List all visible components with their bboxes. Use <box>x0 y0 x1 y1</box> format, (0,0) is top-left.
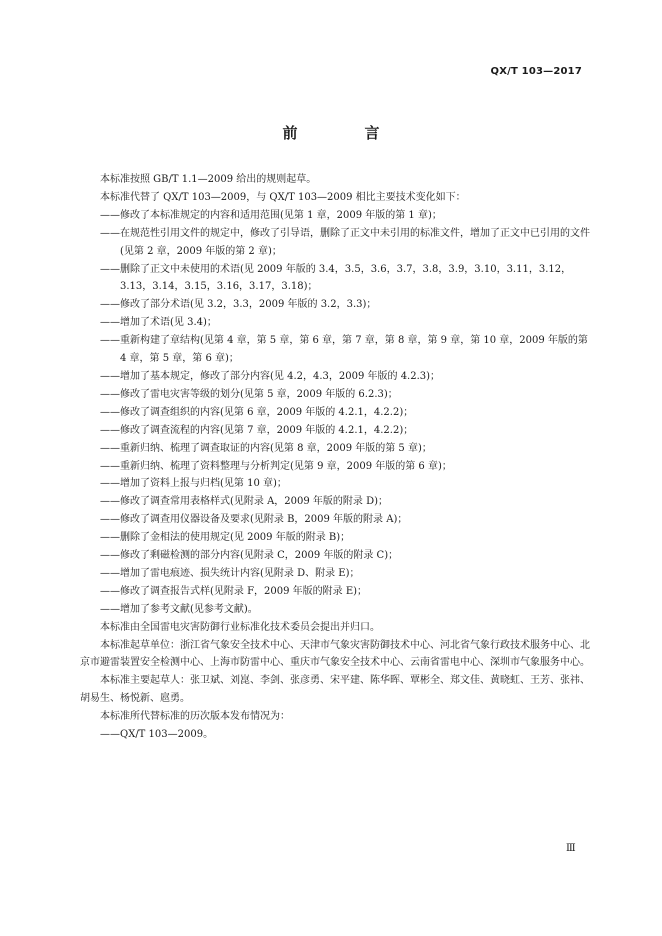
list-item: ——增加了基本规定，修改了部分内容(见 4.2，4.3，2009 年版的 4.2.3)； <box>100 370 441 382</box>
list-item: ——修改了调查组织的内容(见第 6 章，2009 年版的 4.2.1，4.2.2)； <box>100 406 414 418</box>
standard-code: QX/T 103—2017 <box>490 66 582 77</box>
list-item: ——增加了术语(见 3.4)； <box>100 317 217 329</box>
paragraph: 本标准按照 GB/T 1.1—2009 给出的规则起草。 <box>100 174 317 185</box>
list-item: ——修改了本标准规定的内容和适用范围(见第 1 章，2009 年版的第 1 章)； <box>100 209 442 221</box>
list-item: ——重新归纳、梳理了资料整理与分析判定(见第 9 章，2009 年版的第 6 章)； <box>100 460 452 472</box>
list-item: ——修改了部分术语(见 3.2，3.3，2009 年版的 3.2，3.3)； <box>100 299 377 311</box>
list-item: ——重新归纳、梳理了调查取证的内容(见第 8 章，2009 年版的第 5 章)； <box>100 442 432 454</box>
paragraph: 本标准起草单位：浙江省气象安全技术中心、天津市气象灾害防御技术中心、河北省气象行政技术服务中心、北京市避雷装置安全检测中心、上海市防雷中心、重庆市气象安全技术中心、云南省雷电中心、深圳市气象服务中心。 <box>80 639 590 669</box>
history-list <box>80 726 590 744</box>
list-item: ——修改了调查用仪器设备及要求(见附录 B，2009 年版的附录 A)； <box>100 514 408 526</box>
list-item: ——增加了雷电痕迹、损失统计内容(见附录 D、附录 E)； <box>100 567 360 579</box>
paragraph: 本标准主要起草人：张卫斌、刘崑、李剑、张彦勇、宋平建、陈华晖、覃彬全、郑文佳、黄晓虹、王芳、张祎、胡易生、杨悦新、扈勇。 <box>80 675 590 705</box>
list-item: ——在规范性引用文件的规定中，修改了引导语，删除了正文中未引用的标准文件，增加了正文中已引用的文件(见第 2 章，2009 年版的第 2 章)； <box>100 227 590 257</box>
list-item: ——增加了资料上报与归档(见第 10 章)； <box>100 478 287 490</box>
list-item: ——修改了调查报告式样(见附录 F，2009 年版的附录 E)； <box>100 585 368 597</box>
intro-section <box>80 171 590 207</box>
changes-list <box>80 207 590 619</box>
list-item: ——修改了剩磁检测的部分内容(见附录 C，2009 年版的附录 C)； <box>100 550 399 562</box>
list-item: ——重新构建了章结构(见第 4 章，第 5 章，第 6 章，第 7 章，第 8 章，第 9 章，第 10 章，2009 年版的第 4 章，第 5 章，第 6 章)； <box>100 335 588 365</box>
paragraph: 本标准所代替标准的历次版本发布情况为： <box>100 711 290 723</box>
document-body <box>80 171 590 744</box>
page-title: 前 言 <box>282 124 406 142</box>
paragraph: 本标准代替了 QX/T 103—2009，与 QX/T 103—2009 相比主要技术变化如下： <box>100 191 466 203</box>
list-item: ——删除了金相法的使用规定(见 2009 年版的附录 B)； <box>100 532 351 544</box>
page-number: Ⅲ <box>566 843 576 854</box>
list-item: ——修改了雷电灾害等级的划分(见第 5 章，2009 年版的 6.2.3)； <box>100 388 398 400</box>
closing-section <box>80 619 590 726</box>
list-item: ——修改了调查流程的内容(见第 7 章，2009 年版的 4.2.1，4.2.2)； <box>100 424 414 436</box>
list-item: ——QX/T 103—2009。 <box>100 729 214 741</box>
list-item: ——增加了参考文献(见参考文献)。 <box>100 603 258 615</box>
list-item: ——删除了正文中未使用的术语(见 2009 年版的 3.4，3.5，3.6，3.7，3.8，3.9，3.10，3.11，3.12，3.13，3.14，3.15，3.16，3.17，3.18)； <box>100 263 572 293</box>
paragraph: 本标准由全国雷电灾害防御行业标准化技术委员会提出并归口。 <box>100 621 380 633</box>
list-item: ——修改了调查常用表格样式(见附录 A，2009 年版的附录 D)； <box>100 496 389 508</box>
